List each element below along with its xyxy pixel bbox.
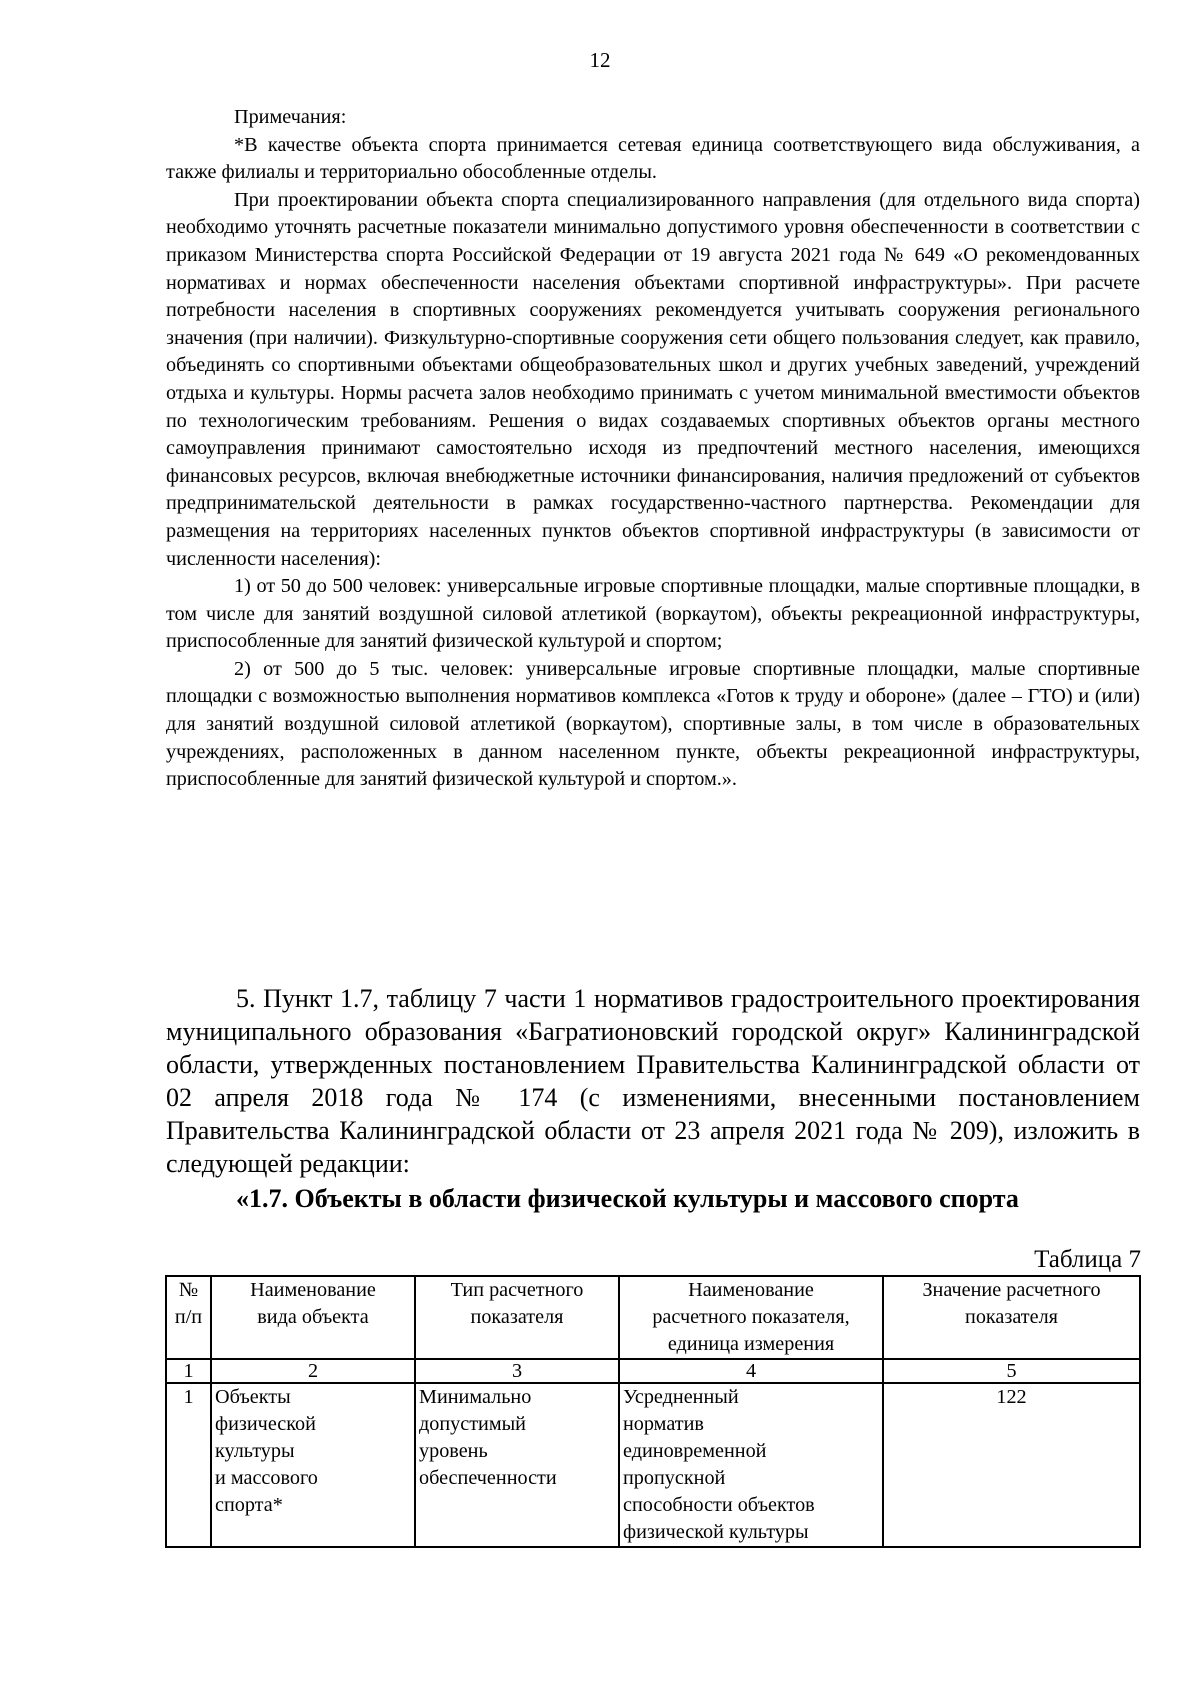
section-5-heading: «1.7. Объекты в области физической культуры и массового спорта — [236, 1184, 1019, 1213]
notes-title: Примечания: — [234, 106, 347, 128]
table-column-number-row — [166, 1359, 1140, 1383]
header-cell-object-type: Наименование вида объекта — [211, 1276, 415, 1359]
table-header-row — [166, 1276, 1140, 1359]
header-cell-indicator-type: Тип расчетного показателя — [415, 1276, 619, 1359]
row-number-cell: 1 — [166, 1383, 211, 1547]
table-7 — [165, 1275, 1141, 1548]
notes-paragraph-1: *В качестве объекта спорта принимается сетевая единица соответствующего вида обслуживания, а также филиалы и территориально обособленные отделы. — [166, 133, 1140, 184]
indicator-value-cell: 122 — [883, 1383, 1140, 1547]
column-number-cell: 2 — [211, 1359, 415, 1383]
section-5-text: 5. Пункт 1.7, таблицу 7 части 1 нормативов градостроительного проектирования муниципального образования «Багратионовский городской округ» Калининградской области, утвержденных постановлением Правительства Калининградской области от 02 апреля 2018 года № 174 (с изменениями, внесенными постановлением Правительства Калининградской области от 23 апреля 2021 года № 209), изложить в следующей редакции: — [166, 984, 1140, 1178]
page-number: 12 — [589, 48, 611, 72]
notes-paragraph-2: При проектировании объекта спорта специализированного направления (для отдельного вида спорта) необходимо уточнять расчетные показатели минимально допустимого уровня обеспеченности в соответствии с приказом Министерства спорта Российской Федерации от 19 августа 2021 года № 649 «О рекомендованных нормативах и нормах обеспеченности населения объектами спортивной инфраструктуры». При расчете потребности населения в спортивных сооружениях рекомендуется учитывать сооружения регионального значения (при наличии). Физкультурно-спортивные сооружения сети общего пользования следует, как правило, объединять со спортивными объектами общеобразовательных школ и других учебных заведений, учреждений отдыха и культуры. Нормы расчета залов необходимо принимать с учетом минимальной вместимости объектов по технологическим требованиям. Решения о видах создаваемых спортивных объектов органы местного самоуправления принимают самостоятельно исходя из предпочтений местного населения, имеющихся финансовых ресурсов, включая внебюджетные источники финансирования, наличия предложений от субъектов предпринимательской деятельности в рамках государственно-частного партнерства. Рекомендации для размещения на территориях населенных пунктов объектов спортивной инфраструктуры (в зависимости от численности населения): — [166, 188, 1140, 570]
indicator-type-cell: Минимально допустимый уровень обеспеченности — [415, 1383, 619, 1547]
header-cell-indicator-value: Значение расчетного показателя — [883, 1276, 1140, 1359]
column-number-cell: 5 — [883, 1359, 1140, 1383]
column-number-cell: 1 — [166, 1359, 211, 1383]
header-cell-indicator-name: Наименование расчетного показателя, единица измерения — [619, 1276, 883, 1359]
column-number-cell: 3 — [415, 1359, 619, 1383]
table-caption: Таблица 7 — [1034, 1246, 1141, 1273]
indicator-name-cell: Усредненный норматив единовременной пропускной способности объектов физической культуры — [619, 1383, 883, 1547]
notes-section — [166, 104, 1140, 794]
object-type-cell: Объекты физической культуры и массового спорта* — [211, 1383, 415, 1547]
table-row — [166, 1383, 1140, 1547]
column-number-cell: 4 — [619, 1359, 883, 1383]
header-cell-number: № п/п — [166, 1276, 211, 1359]
section-5 — [166, 982, 1140, 1215]
notes-paragraph-3: 1) от 50 до 500 человек: универсальные игровые спортивные площадки, малые спортивные площадки, в том числе для занятий воздушной силовой атлетикой (воркаутом), объекты рекреационной инфраструктуры, приспособленные для занятий физической культурой и спортом; — [166, 575, 1140, 653]
notes-paragraph-4: 2) от 500 до 5 тыс. человек: универсальные игровые спортивные площадки, малые спортивные площадки с возможностью выполнения нормативов комплекса «Готов к труду и обороне» (далее – ГТО) и (или) для занятий воздушной силовой атлетикой (воркаутом), спортивные залы, в том числе в образовательных учреждениях, расположенных в данном населенном пункте, объекты рекреационной инфраструктуры, приспособленные для занятий физической культурой и спортом.». — [166, 657, 1140, 791]
